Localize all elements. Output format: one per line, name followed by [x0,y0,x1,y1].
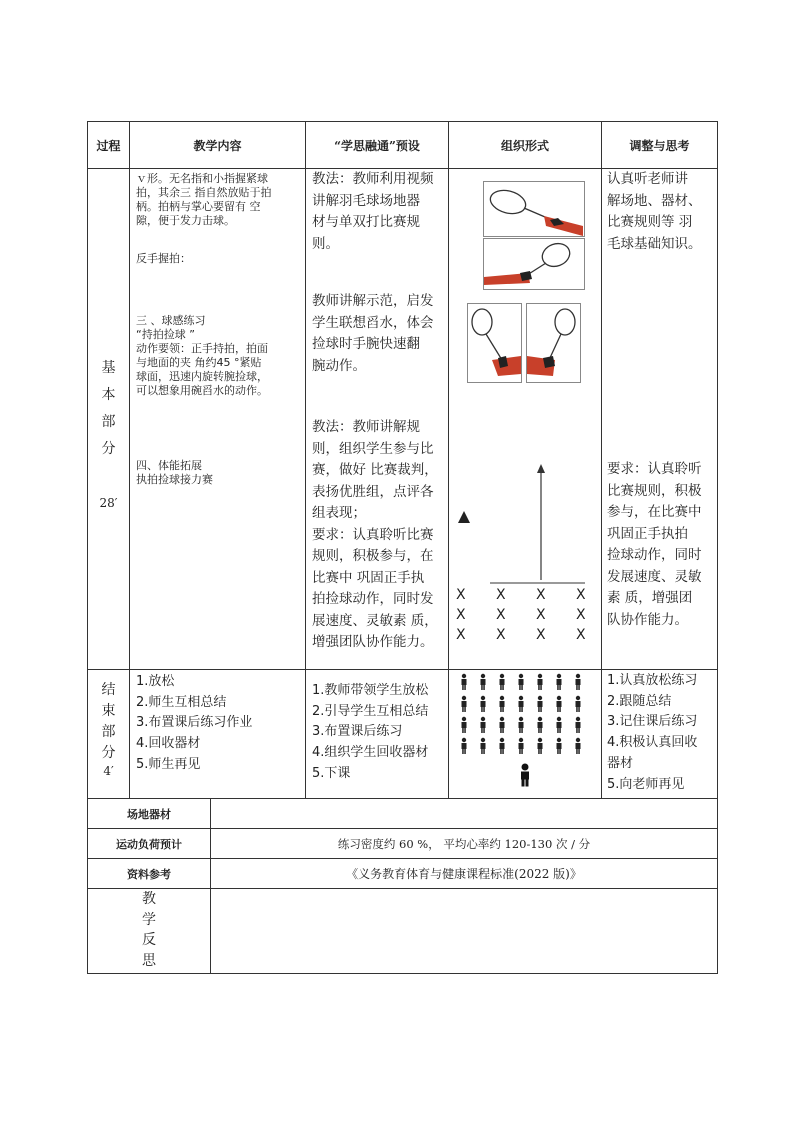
formation-x: X [576,627,586,643]
header-process: 过程 [96,138,121,153]
ending-preset: 1.教师带领学生放松 2.引导学生互相总结 3.布置课后练习 4.组织学生回收器材 5.下课 [312,683,429,781]
venue-value [211,799,717,828]
header-adjust: 调整与思考 [629,138,690,153]
col-divider-4 [601,121,602,799]
formation-x: X [456,627,466,643]
teacher-triangle-icon [458,511,470,523]
ending-time: 4′ [103,764,114,778]
formation-x: X [496,627,506,643]
formation-x: X [496,587,506,603]
grip-photo-2 [483,238,585,290]
basic-preset-demo: 教师讲解示范，启发 学生联想舀水，体会 捡球时手腕快速翻 腕动作。 [312,293,434,374]
formation-x: X [576,607,586,623]
student-formation [452,672,600,794]
basic-part-label: 基 本 部 分 [101,360,116,457]
grip-photo-3 [467,303,522,383]
formation-x: X [576,587,586,603]
formation-x: X [496,607,506,623]
student-row-4 [462,738,581,754]
ending-content: 1.放松 2.师生互相总结 3.布置课后练习作业 4.回收器材 5.师生再见 [136,674,253,772]
basic-time: 28′ [99,496,118,510]
formation-x: X [536,607,546,623]
load-label: 运动负荷预计 [116,837,182,851]
col-divider-1 [129,121,130,799]
basic-content-grip: ｖ形。无名指和小指握紧球 拍，其余三 指自然放贴于拍 柄。拍柄与掌心要留有 空 隙，便于发力击球。 [136,172,272,227]
load-value: 练习密度约 60 %， 平均心率约 120-130 次 / 分 [337,836,591,851]
header-preset: “学思融通”预设 [334,138,420,153]
table-border-bottom [87,973,718,974]
relay-diagram [450,455,600,595]
reference-label: 资料参考 [127,867,171,881]
reflection-label: 教 学 反 思 [142,891,156,969]
header-organization: 组织形式 [500,138,549,153]
basic-preset-method-video: 教法：教师利用视频 讲解羽毛球场地器 材与单双打比赛规 则。 [312,171,434,252]
header-content: 教学内容 [193,138,242,153]
formation-x: X [536,587,546,603]
basic-adjust-requirement: 要求：认真聆听 比赛规则，积极 参与，在比赛中 巩固正手执拍 捡球动作，同时 发展速度、灵敏 素 质，增强团 队协作能力。 [607,461,702,628]
grip-photo-4 [526,303,581,383]
table-border-right [717,121,718,974]
student-row-1 [462,674,581,690]
venue-label: 场地器材 [127,807,171,821]
basic-preset-competition: 教法：教师讲解规 则，组织学生参与比 赛，做好 比赛裁判， 表扬优胜组，点评各 组表现； 要求：认真聆听比赛 规则，积极参与，在 比赛中 巩固正手执 拍捡球动作，同时发 展速度、灵敏素 质， 增强团队协作能力。 [312,419,438,650]
grip-photo-1 [483,181,585,237]
direction-arrow-head [537,464,545,473]
teacher-figure-icon [521,764,529,787]
formation-x: X [536,627,546,643]
basic-content-backhand: 反手握拍： [136,252,191,265]
ending-part-label: 结 束 部 分 [101,682,116,761]
student-row-2 [462,696,581,712]
col-divider-2 [305,121,306,799]
basic-content-fitness: 四、体能拓展 执拍捡球接力赛 [136,459,213,486]
ending-adjust: 1.认真放松练习 2.跟随总结 3.记住课后练习 4.积极认真回收 器材 5.向老师再见 [607,673,698,792]
formation-x: X [456,587,466,603]
col-divider-3 [448,121,449,799]
basic-adjust-listen: 认真听老师讲 解场地、器材、 比赛规则等 羽 毛球基础知识。 [607,171,702,252]
reflection-value [211,889,717,973]
basic-content-ball-feel: 三 、球感练习 “持拍捡球 ” 动作要领：正手持拍，拍面 与地面的夹 角约45 °紧贴 球面，迅速内旋转腕捡球， 可以想象用碗舀水的动作。 [136,314,268,397]
formation-x: X [456,607,466,623]
reference-value: 《义务教育体育与健康课程标准(2022 版)》 [346,867,582,881]
basic-section-bottom [87,669,718,670]
student-row-3 [462,717,581,733]
